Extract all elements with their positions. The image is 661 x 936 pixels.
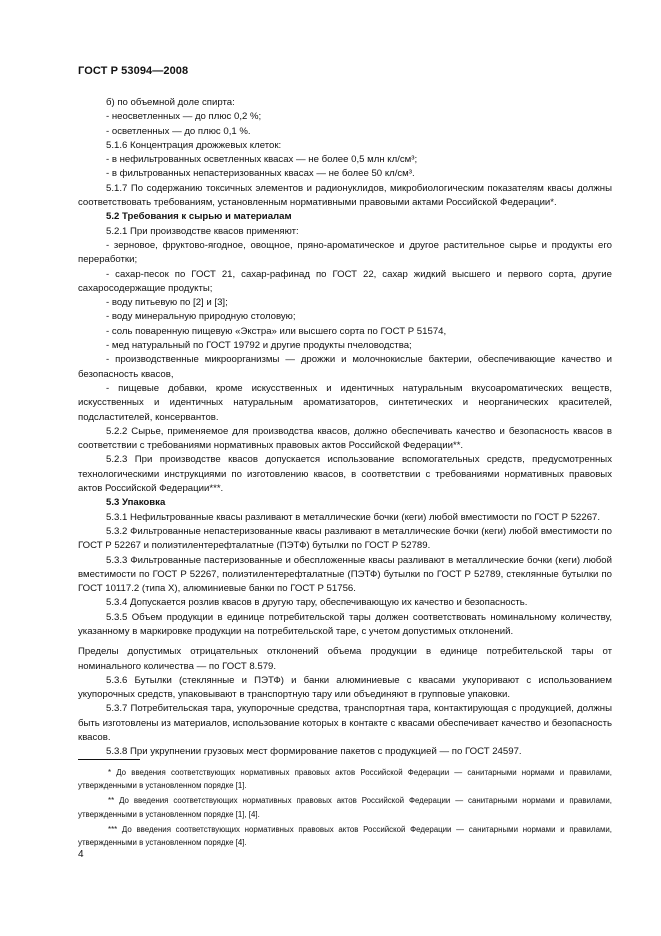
clause-5-3-7: 5.3.7 Потребительская тара, укупорочные средства, транспортная тара, контактирующая с продукцией, должны быть изготовлены из материалов, использование которых в контакте с квасами обеспечивает качество и безопасность квасов. xyxy=(78,703,612,744)
clause-5-2-1: 5.2.1 При производстве квасов применяют: xyxy=(106,225,299,237)
list-item: - производственные микроорганизмы — дрожжи и молочнокислые бактерии, обеспечивающие качество и безопасность квасов, xyxy=(78,354,612,380)
list-item: - зерновое, фруктово-ягодное, овощное, пряно-ароматическое и другое растительное сырье и продукты его переработки; xyxy=(78,239,612,266)
page-number: 4 xyxy=(78,849,84,860)
clause-5-1-7: 5.1.7 По содержанию токсичных элементов и радионуклидов, микробиологическим показателям квасы должны соответствовать требованиям, установленным нормативными правовыми актами Российской Федерации*. xyxy=(78,182,612,209)
list-item: - мед натуральный по ГОСТ 19792 и другие продукты пчеловодства; xyxy=(106,340,412,352)
document-header: ГОСТ Р 53094—2008 xyxy=(78,65,189,77)
clause-5-3-1: 5.3.1 Нефильтрованные квасы разливают в металлические бочки (кеги) любой вместимости по ГОСТ Р 52267. xyxy=(106,511,601,523)
list-item: - воду минеральную природную столовую; xyxy=(106,311,296,323)
footnote-separator xyxy=(78,759,140,760)
list-item: - осветленных — до плюс 0,1 %. xyxy=(106,125,251,137)
section-heading-5-2: 5.2 Требования к сырью и материалам xyxy=(106,211,292,223)
paragraph: б) по объемной доле спирта: xyxy=(106,97,235,108)
clause-5-3-5: 5.3.5 Объем продукции в единице потребительской тары должен соответствовать номинальному количеству, указанному в маркировке продукции на потребительской таре, с учетом допустимых отклонений. xyxy=(78,611,612,637)
clause-5-1-6: 5.1.6 Концентрация дрожжевых клеток: xyxy=(106,139,282,151)
footnote: *** До введения соответствующих нормативных правовых актов Российской Федерации — санитарными нормами и правилами, утвержденными в установленном порядке [4]. xyxy=(78,824,612,848)
list-item: - в нефильтрованных осветленных квасах — не более 0,5 млн кл/см³; xyxy=(106,154,418,166)
clause-5-2-3: 5.2.3 При производстве квасов допускается использование вспомогательных средств, предусмотренных технологическими инструкциями по изготовлению квасов, в соответствии с требованиями нормативных правовых актов Российской Федерации***. xyxy=(78,454,612,495)
list-item: - воду питьевую по [2] и [3]; xyxy=(106,297,228,309)
list-item: - пищевые добавки, кроме искусственных и идентичных натуральным вкусоароматических веществ, искусственных и идентичных натуральным ароматизаторов, синтетических и неорганических красителей, подсластителей, консервантов. xyxy=(78,382,612,423)
body-text xyxy=(78,96,612,760)
clause-5-3-6: 5.3.6 Бутылки (стеклянные и ПЭТФ) и банки алюминиевые с квасами укупоривают с использованием укупорочных средств, упаковывают в транспортную тару или объединяют в групповые упаковки. xyxy=(78,674,612,701)
list-item: - неосветленных — до плюс 0,2 %; xyxy=(106,111,262,123)
list-item: - сахар-песок по ГОСТ 21, сахар-рафинад по ГОСТ 22, сахар жидкий высшего и первого сорта, другие сахаросодержащие продукты; xyxy=(78,268,612,294)
footnote: ** До введения соответствующих нормативных правовых актов Российской Федерации — санитарными нормами и правилами, утвержденными в установленном порядке [1], [4]. xyxy=(78,796,612,819)
clause-5-3-2: 5.3.2 Фильтрованные непастеризованные квасы разливают в металлические бочки (кеги) любой вместимости по ГОСТ Р 52267 и полиэтилентерефталатные (ПЭТФ) бутылки по ГОСТ Р 52789. xyxy=(78,525,612,552)
clause-5-3-4: 5.3.4 Допускается розлив квасов в другую тару, обеспечивающую их качество и безопасность. xyxy=(106,597,528,609)
footnote: * До введения соответствующих нормативных правовых актов Российской Федерации — санитарными нормами и правилами, утвержденными в установленном порядке [1]. xyxy=(78,768,612,791)
paragraph: Пределы допустимых отрицательных отклонений объема продукции в единице потребительской тары от номинального количества — по ГОСТ 8.579. xyxy=(78,646,612,672)
clause-5-3-8: 5.3.8 При укрупнении грузовых мест формирование пакетов с продукцией — по ГОСТ 24597. xyxy=(106,746,522,758)
list-item: - в фильтрованных непастеризованных квасах — не более 50 кл/см³. xyxy=(106,168,415,180)
section-heading-5-3: 5.3 Упаковка xyxy=(106,497,166,509)
footnotes xyxy=(78,766,612,851)
list-item: - соль поваренную пищевую «Экстра» или высшего сорта по ГОСТ Р 51574, xyxy=(106,325,447,337)
clause-5-2-2: 5.2.2 Сырье, применяемое для производства квасов, должно обеспечивать качество и безопасность квасов в соответствии с требованиями нормативных правовых актов Российской Федерации**. xyxy=(78,425,612,452)
clause-5-3-3: 5.3.3 Фильтрованные пастеризованные и обеспложенные квасы разливают в металлические бочки (кеги) любой вместимости по ГОСТ Р 52267, полиэтилентерефталатные (ПЭТФ) бутылки по ГОСТ Р 52789, стеклянные бутылки по ГОСТ 10117.2 (типа X), алюминиевые банки по ГОСТ Р 51756. xyxy=(78,554,612,595)
